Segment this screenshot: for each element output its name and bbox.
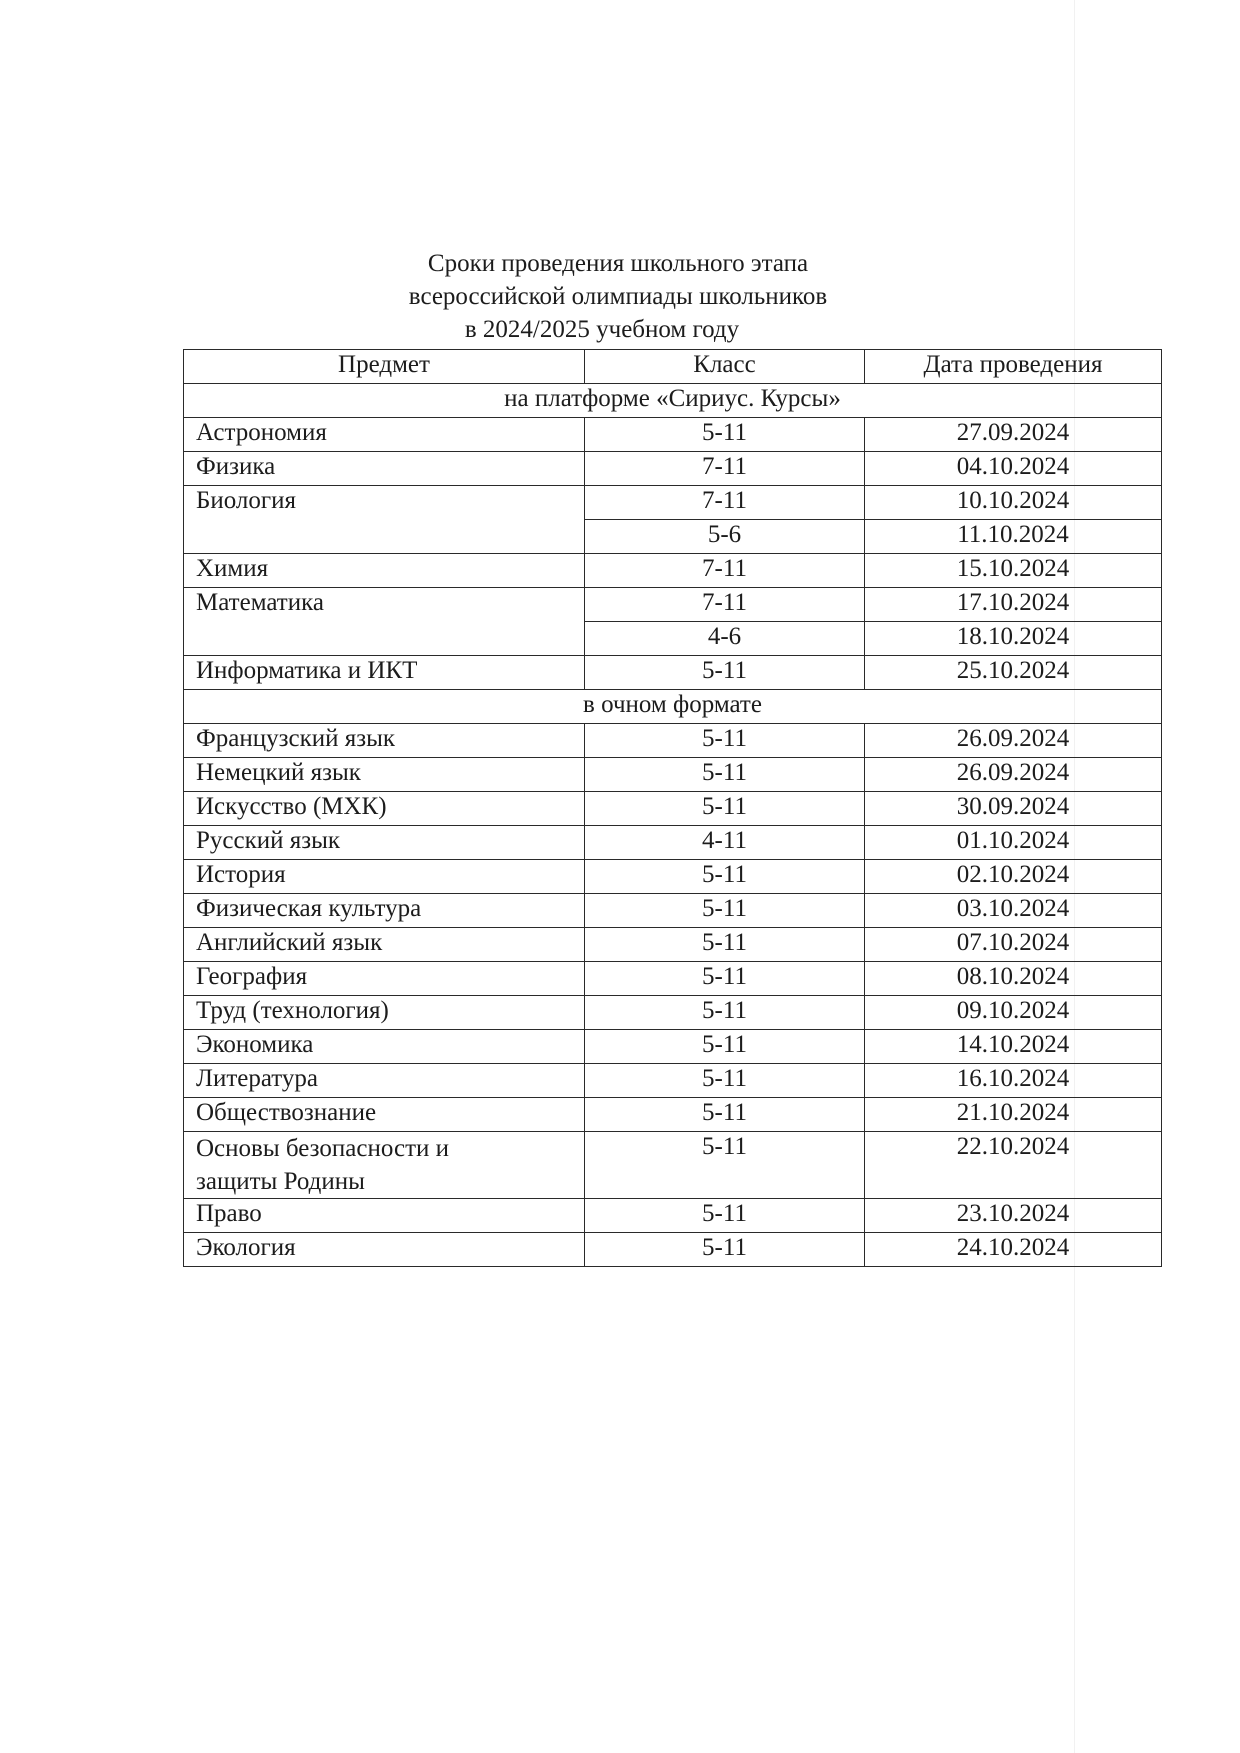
subject-cell: Экономика xyxy=(184,1030,585,1064)
grade-cell: 5-11 xyxy=(585,860,865,894)
date-cell: 07.10.2024 xyxy=(865,928,1162,962)
table-row xyxy=(184,1132,1162,1199)
header-subject: Предмет xyxy=(184,350,585,384)
subject-cell: Литература xyxy=(184,1064,585,1098)
table-row xyxy=(184,996,1162,1030)
grade-cell: 7-11 xyxy=(585,452,865,486)
table-row xyxy=(184,724,1162,758)
table-row xyxy=(184,1064,1162,1098)
section-row-online xyxy=(184,384,1162,418)
date-cell: 30.09.2024 xyxy=(865,792,1162,826)
grade-cell: 5-11 xyxy=(585,724,865,758)
table-row xyxy=(184,894,1162,928)
table-row xyxy=(184,656,1162,690)
grade-cell: 7-11 xyxy=(585,486,865,520)
date-cell: 04.10.2024 xyxy=(865,452,1162,486)
section-label: на платформе «Сириус. Курсы» xyxy=(184,384,1162,418)
date-cell: 22.10.2024 xyxy=(865,1132,1162,1199)
subject-cell: Немецкий язык xyxy=(184,758,585,792)
date-cell: 08.10.2024 xyxy=(865,962,1162,996)
date-cell: 02.10.2024 xyxy=(865,860,1162,894)
date-cell: 16.10.2024 xyxy=(865,1064,1162,1098)
subject-cell xyxy=(184,1132,585,1199)
grade-cell: 5-6 xyxy=(585,520,865,554)
table-row xyxy=(184,588,1162,622)
subject-cell: Астрономия xyxy=(184,418,585,452)
subject-cell: История xyxy=(184,860,585,894)
grade-cell: 5-11 xyxy=(585,962,865,996)
date-cell: 26.09.2024 xyxy=(865,724,1162,758)
table-header-row xyxy=(184,350,1162,384)
date-cell: 09.10.2024 xyxy=(865,996,1162,1030)
subject-line-2: защиты Родины xyxy=(196,1168,365,1195)
date-cell: 25.10.2024 xyxy=(865,656,1162,690)
date-cell: 15.10.2024 xyxy=(865,554,1162,588)
subject-cell: Искусство (МХК) xyxy=(184,792,585,826)
subject-cell: Биология xyxy=(184,486,585,554)
date-cell: 03.10.2024 xyxy=(865,894,1162,928)
grade-cell: 5-11 xyxy=(585,1064,865,1098)
subject-cell: Химия xyxy=(184,554,585,588)
date-cell: 14.10.2024 xyxy=(865,1030,1162,1064)
table-row xyxy=(184,962,1162,996)
date-cell: 17.10.2024 xyxy=(865,588,1162,622)
subject-cell: Информатика и ИКТ xyxy=(184,656,585,690)
grade-cell: 5-11 xyxy=(585,894,865,928)
title-line-2: всероссийской олимпиады школьников xyxy=(408,283,828,310)
table-row xyxy=(184,792,1162,826)
grade-cell: 4-11 xyxy=(585,826,865,860)
section-row-offline xyxy=(184,690,1162,724)
grade-cell: 5-11 xyxy=(585,792,865,826)
section-label: в очном формате xyxy=(184,690,1162,724)
subject-cell: Физика xyxy=(184,452,585,486)
grade-cell: 5-11 xyxy=(585,928,865,962)
date-cell: 10.10.2024 xyxy=(865,486,1162,520)
table-row xyxy=(184,554,1162,588)
date-cell: 18.10.2024 xyxy=(865,622,1162,656)
table-row xyxy=(184,928,1162,962)
grade-cell: 5-11 xyxy=(585,1199,865,1233)
date-cell: 24.10.2024 xyxy=(865,1233,1162,1267)
table-row xyxy=(184,826,1162,860)
subject-cell: Экология xyxy=(184,1233,585,1267)
grade-cell: 5-11 xyxy=(585,1030,865,1064)
subject-cell: Английский язык xyxy=(184,928,585,962)
subject-cell: Физическая культура xyxy=(184,894,585,928)
grade-cell: 5-11 xyxy=(585,758,865,792)
grade-cell: 5-11 xyxy=(585,1132,865,1199)
date-cell: 01.10.2024 xyxy=(865,826,1162,860)
table-row xyxy=(184,1233,1162,1267)
subject-cell: Право xyxy=(184,1199,585,1233)
grade-cell: 5-11 xyxy=(585,418,865,452)
subject-line-1: Основы безопасности и xyxy=(196,1135,450,1162)
grade-cell: 5-11 xyxy=(585,1098,865,1132)
table-row xyxy=(184,418,1162,452)
date-cell: 27.09.2024 xyxy=(865,418,1162,452)
subject-cell: Французский язык xyxy=(184,724,585,758)
header-date: Дата проведения xyxy=(865,350,1162,384)
title-line-3: в 2024/2025 учебном году xyxy=(464,316,740,343)
subject-cell: Обществознание xyxy=(184,1098,585,1132)
grade-cell: 5-11 xyxy=(585,656,865,690)
grade-cell: 7-11 xyxy=(585,554,865,588)
table-row xyxy=(184,452,1162,486)
table-row xyxy=(184,758,1162,792)
date-cell: 11.10.2024 xyxy=(865,520,1162,554)
subject-cell: География xyxy=(184,962,585,996)
subject-cell: Математика xyxy=(184,588,585,656)
grade-cell: 4-6 xyxy=(585,622,865,656)
subject-cell: Русский язык xyxy=(184,826,585,860)
date-cell: 26.09.2024 xyxy=(865,758,1162,792)
date-cell: 21.10.2024 xyxy=(865,1098,1162,1132)
table-row xyxy=(184,860,1162,894)
grade-cell: 5-11 xyxy=(585,996,865,1030)
table-row xyxy=(184,1030,1162,1064)
grade-cell: 7-11 xyxy=(585,588,865,622)
subject-cell: Труд (технология) xyxy=(184,996,585,1030)
date-cell: 23.10.2024 xyxy=(865,1199,1162,1233)
grade-cell: 5-11 xyxy=(585,1233,865,1267)
header-grade: Класс xyxy=(585,350,865,384)
table-row xyxy=(184,1199,1162,1233)
olympiad-schedule-table xyxy=(183,349,1162,1267)
table-row xyxy=(184,486,1162,520)
table-row xyxy=(184,1098,1162,1132)
document-title xyxy=(0,247,1240,346)
title-line-1: Сроки проведения школьного этапа xyxy=(427,250,809,277)
